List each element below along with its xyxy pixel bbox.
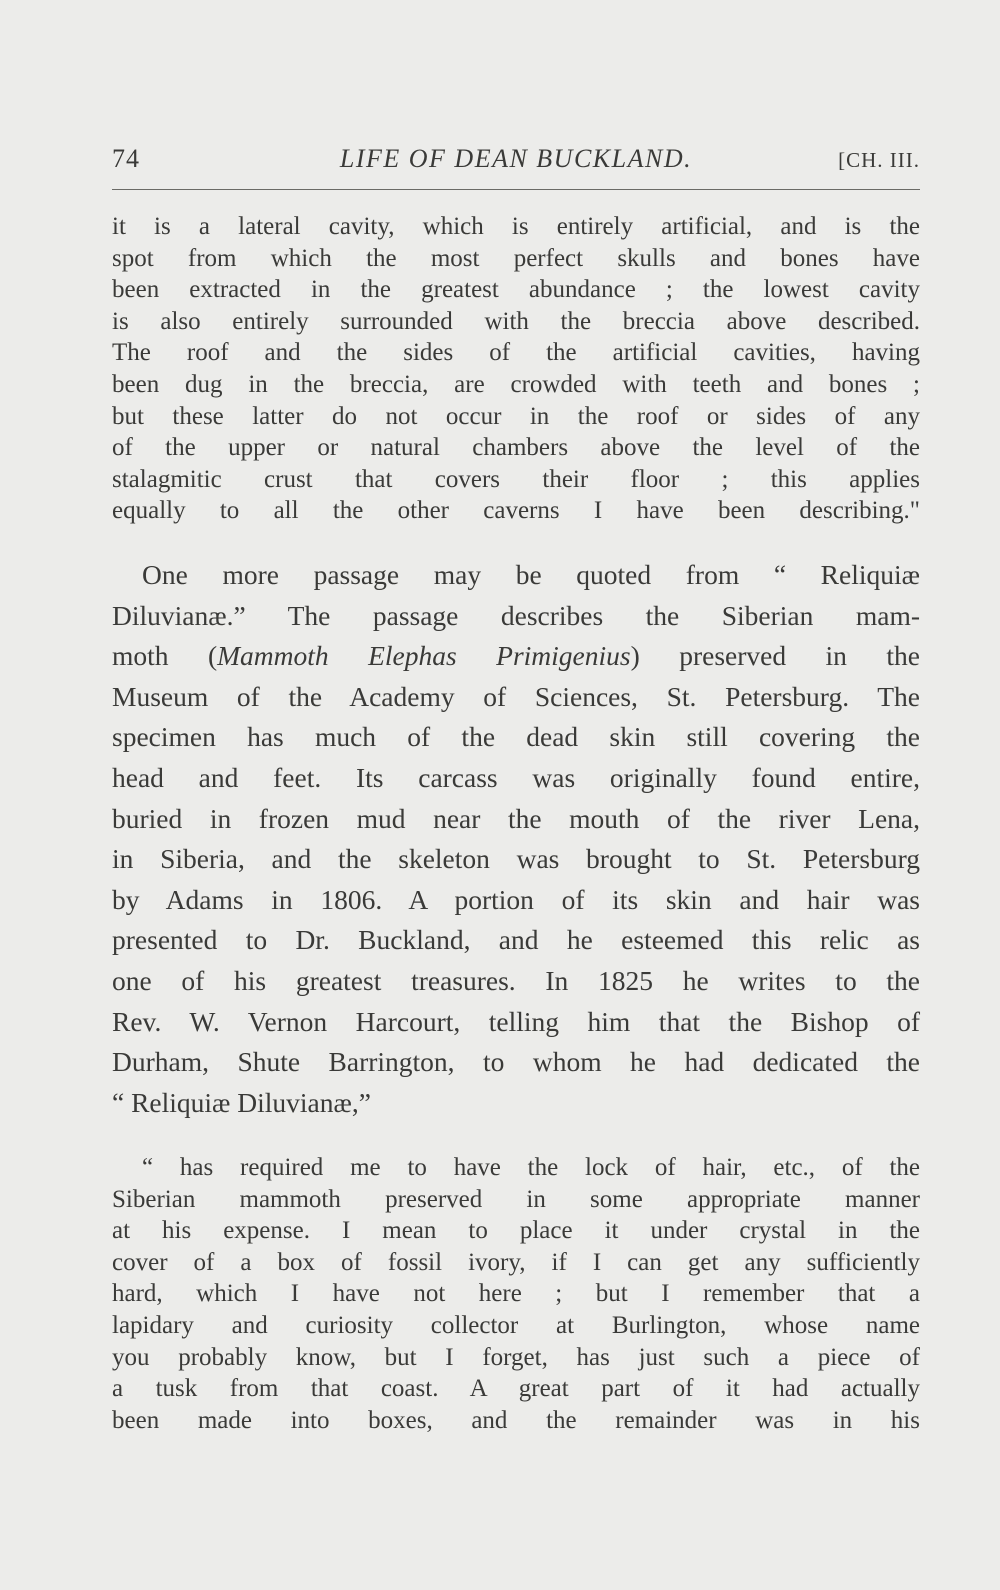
text-line: buried in frozen mud near the mouth of the river Lena, <box>112 802 920 834</box>
text-line: Museum of the Academy of Sciences, St. Petersburg. The <box>112 680 920 712</box>
letter-quote <box>112 1152 920 1436</box>
text-line: hard, which I have not here ; but I remember that a <box>112 1280 920 1308</box>
page-header <box>112 140 920 180</box>
species-name: Mammoth Elephas Primigenius <box>217 640 631 672</box>
text-line: it is a lateral cavity, which is entirely artificial, and is the <box>112 213 920 240</box>
text-line: been dug in the breccia, are crowded with teeth and bones ; <box>112 370 920 398</box>
text-line: a tusk from that coast. A great part of it had actually <box>112 1375 920 1403</box>
text-line: at his expense. I mean to place it under crystal in the <box>112 1217 920 1245</box>
text-line: The roof and the sides of the artificial cavities, having <box>112 339 920 367</box>
text-line: Siberian mammoth preserved in some appropriate manner <box>112 1185 920 1213</box>
text-line: one of his greatest treasures. In 1825 he writes to the <box>112 964 920 996</box>
text-line: by Adams in 1806. A portion of its skin and hair was <box>112 883 920 915</box>
running-title: LIFE OF DEAN BUCKLAND. <box>339 144 693 173</box>
text-line: head and feet. Its carcass was originally found entire, <box>112 761 920 793</box>
text-line: of the upper or natural chambers above the level of the <box>112 434 920 462</box>
text-line: in Siberia, and the skeleton was brought to St. Petersburg <box>112 843 920 875</box>
text-fragment: moth ( <box>112 640 218 672</box>
text-line: One more passage may be quoted from “ Reliquiæ <box>142 559 920 590</box>
quote-continuation <box>112 211 920 527</box>
text-fragment: ) preserved in the <box>630 640 920 672</box>
text-line: you probably know, but I forget, has just such a piece of <box>112 1343 920 1371</box>
text-line: “ has required me to have the lock of hair, etc., of the <box>142 1154 920 1181</box>
text-line: stalagmitic crust that covers their floor ; this applies <box>112 465 920 493</box>
text-line: specimen has much of the dead skin still covering the <box>112 721 920 753</box>
text-line: cover of a box of fossil ivory, if I can get any sufficiently <box>112 1248 920 1276</box>
text-line <box>112 636 920 677</box>
text-line: Rev. W. Vernon Harcourt, telling him that the Bishop of <box>112 1005 920 1037</box>
text-line: spot from which the most perfect skulls and bones have <box>112 244 920 272</box>
text-line: lapidary and curiosity collector at Burlington, whose name <box>112 1311 920 1339</box>
header-rule <box>112 189 920 190</box>
text-line: Durham, Shute Barrington, to whom he had dedicated the <box>112 1046 920 1078</box>
page-number: 74 <box>112 144 140 173</box>
text-line: been extracted in the greatest abundance ; the lowest cavity <box>112 276 920 304</box>
text-line: Diluvianæ.” The passage describes the Siberian mam- <box>112 599 920 631</box>
text-line: presented to Dr. Buckland, and he esteemed this relic as <box>112 924 920 956</box>
text-line: equally to all the other caverns I have been describing." <box>112 497 920 525</box>
text-line: but these latter do not occur in the roof or sides of any <box>112 402 920 430</box>
text-line: been made into boxes, and the remainder was in his <box>112 1406 920 1434</box>
body-paragraph <box>112 555 920 1123</box>
text-line: is also entirely surrounded with the breccia above described. <box>112 307 920 335</box>
text-line: “ Reliquiæ Diluvianæ,” <box>112 1086 371 1118</box>
chapter-reference: [CH. III. <box>838 148 920 172</box>
